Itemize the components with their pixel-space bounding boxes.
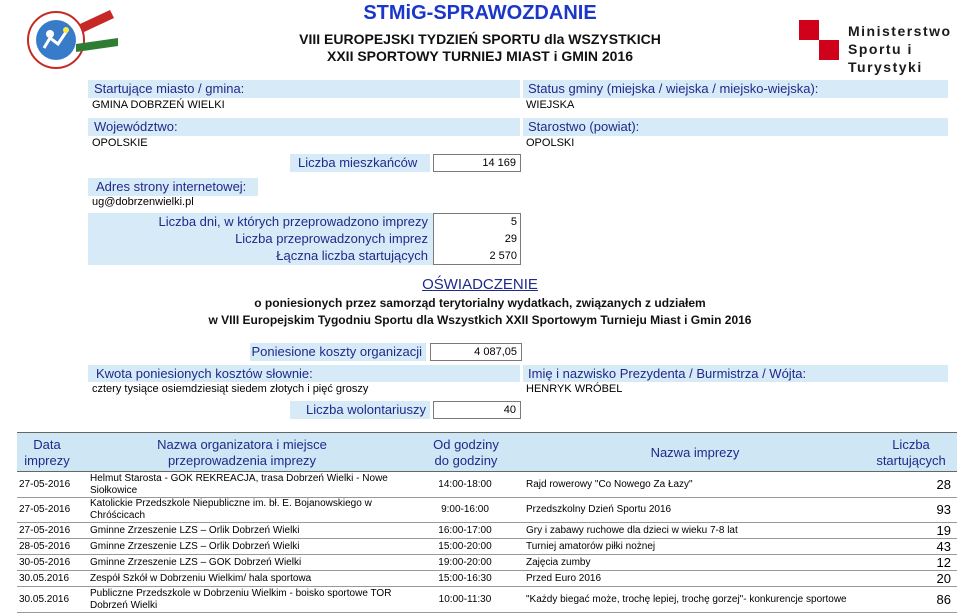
county-value: OPOLSKI	[526, 137, 575, 149]
row-count: 20	[936, 571, 951, 586]
table-row	[17, 523, 957, 539]
ministry-name: Ministerstwo Sportu i Turystyki	[848, 23, 952, 75]
row-organizer: Zespół Szkół w Dobrzeniu Wielkim/ hala sportowa	[90, 572, 312, 584]
report-subtitle-2: XXII SPORTOWY TURNIEJ MIAST i GMIN 2016	[327, 48, 633, 64]
voivodeship-value: OPOLSKIE	[92, 137, 148, 149]
row-hours: 10:00-11:30	[438, 593, 492, 605]
days-label: Liczba dni, w których przeprowadzono imprezy	[158, 214, 428, 229]
col-hours-header: Od godziny do godziny	[433, 437, 499, 468]
report-title: STMiG-SPRAWOZDANIE	[363, 2, 597, 24]
row-hours: 16:00-17:00	[438, 524, 492, 536]
row-date: 27-05-2016	[19, 524, 71, 536]
voivodeship-label: Województwo:	[94, 119, 178, 134]
table-row	[17, 498, 957, 523]
costs-label: Poniesione koszty organizacji	[251, 344, 422, 359]
row-event: Gry i zabawy ruchowe dla dzieci w wieku 7-8 lat	[526, 524, 738, 536]
row-count: 12	[936, 555, 951, 570]
row-date: 30-05-2016	[19, 556, 71, 568]
table-row	[17, 555, 957, 571]
city-value: GMINA DOBRZEŃ WIELKI	[92, 99, 225, 111]
row-organizer: Gminne Zrzeszenie LZS – GOK Dobrzeń Wielki	[90, 556, 302, 568]
table-row	[17, 539, 957, 555]
website-label: Adres strony internetowej:	[96, 179, 247, 194]
row-hours: 15:00-16:30	[438, 572, 492, 584]
status-value: WIEJSKA	[526, 99, 575, 111]
table-row	[17, 473, 957, 498]
days-value: 5	[510, 216, 517, 228]
row-count: 19	[936, 523, 951, 538]
words-value: cztery tysiące osiemdziesiąt siedem złotych i pięć groszy	[92, 383, 369, 395]
row-organizer: Katolickie Przedszkole Niepubliczne im. bł. E. Bojanowskiego w Chróścicach	[90, 498, 372, 521]
city-label: Startujące miasto / gmina:	[94, 81, 245, 96]
events-table-header	[17, 432, 957, 472]
population-label: Liczba mieszkańców	[298, 155, 418, 170]
row-date: 30.05.2016	[19, 593, 70, 605]
row-event: Przed Euro 2016	[526, 572, 602, 584]
costs-value: 4 087,05	[430, 343, 522, 361]
row-hours: 15:00-20:00	[438, 540, 492, 552]
row-hours: 9:00-16:00	[441, 504, 489, 515]
events-value: 29	[504, 233, 517, 245]
county-label: Starostwo (powiat):	[528, 119, 640, 134]
row-event: Przedszkolny Dzień Sportu 2016	[526, 504, 672, 515]
row-hours: 14:00-18:00	[438, 479, 492, 490]
row-organizer: Gminne Zrzeszenie LZS – Orlik Dobrzeń Wielki	[90, 524, 300, 536]
col-event-header: Nazwa imprezy	[650, 445, 740, 460]
status-label: Status gminy (miejska / wiejska / miejsko-wiejska):	[528, 81, 819, 96]
col-date-header: Data imprezy	[24, 437, 70, 468]
declaration-heading: OŚWIADCZENIE	[422, 276, 538, 293]
row-event: Zajęcia zumby	[526, 556, 591, 568]
table-row	[17, 571, 957, 587]
volunteers-value: 40	[433, 401, 521, 419]
population-value: 14 169	[433, 154, 521, 172]
participants-value: 2 570	[489, 250, 517, 262]
declaration-line-1: o poniesionych przez samorząd terytorialny wydatkach, związanych z udziałem	[254, 296, 706, 310]
declaration-line-2: w VIII Europejskim Tygodniu Sportu dla Wszystkich XXII Sportowym Turnieju Miast i Gmin 2016	[208, 313, 752, 327]
row-count: 43	[936, 539, 951, 554]
volunteers-label: Liczba wolontariuszy	[306, 402, 426, 417]
row-organizer: Publiczne Przedszkole w Dobrzeniu Wielkim - boisko sportowe TOR Dobrzeń Wielki	[90, 587, 392, 611]
participants-label: Łączna liczba startujących	[276, 248, 428, 263]
mayor-value: HENRYK WRÓBEL	[526, 383, 623, 395]
row-date: 27-05-2016	[19, 504, 71, 515]
words-label: Kwota poniesionych kosztów słownie:	[96, 366, 313, 381]
row-organizer: Helmut Starosta - GOK REKREACJA, trasa Dobrzeń Wielki - Nowe Siołkowice	[90, 473, 388, 496]
row-count: 86	[936, 591, 951, 607]
row-count: 93	[936, 502, 951, 517]
table-row	[17, 587, 957, 613]
events-label: Liczba przeprowadzonych imprez	[235, 231, 428, 246]
row-date: 28-05-2016	[19, 540, 71, 552]
report-subtitle: VIII EUROPEJSKI TYDZIEŃ SPORTU dla WSZYSTKICH	[299, 31, 661, 47]
col-count-header: Liczba startujących	[876, 437, 946, 468]
row-event: Rajd rowerowy "Co Nowego Za Łazy"	[526, 479, 693, 490]
row-organizer: Gminne Zrzeszenie LZS – Orlik Dobrzeń Wielki	[90, 540, 300, 552]
website-value: ug@dobrzenwielki.pl	[92, 196, 194, 208]
row-date: 27-05-2016	[19, 479, 71, 490]
row-date: 30.05.2016	[19, 572, 70, 584]
row-event: Turniej amatorów piłki nożnej	[526, 540, 656, 552]
row-count: 28	[936, 477, 951, 492]
col-organizer-header: Nazwa organizatora i miejsce przeprowadzenia imprezy	[157, 437, 327, 468]
row-hours: 19:00-20:00	[438, 556, 492, 568]
mayor-label: Imię i nazwisko Prezydenta / Burmistrza / Wójta:	[528, 366, 807, 381]
row-event: "Każdy biegać może, trochę lepiej, trochę gorzej"- konkurencje sportowe	[526, 593, 847, 605]
